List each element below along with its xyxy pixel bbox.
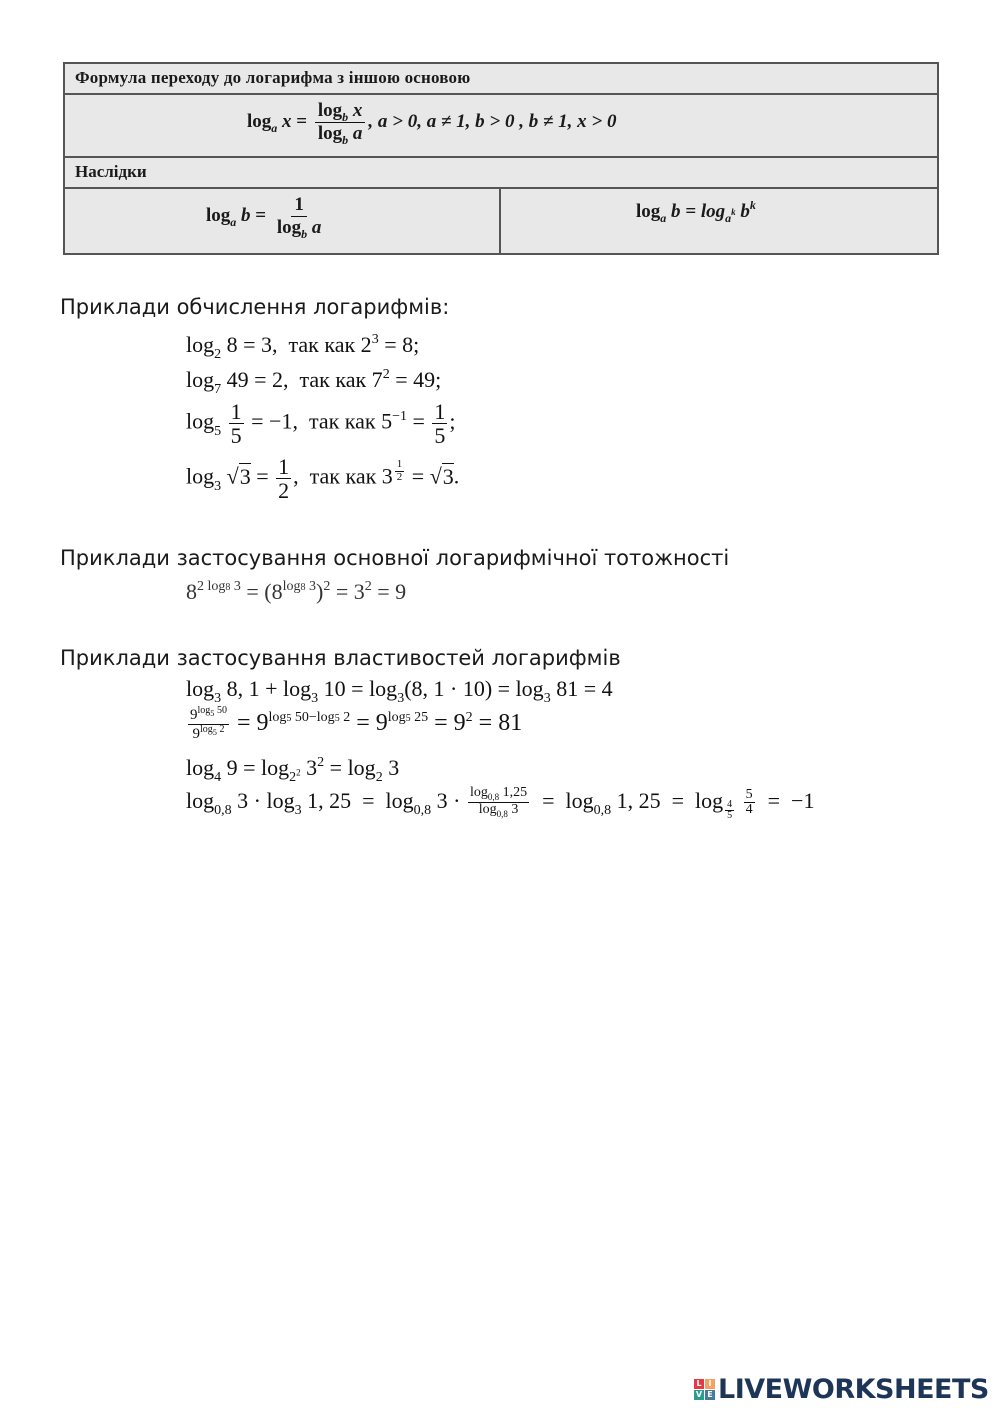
section-heading-identity: Приклади застосування основної логарифмічної тотожності xyxy=(60,546,730,570)
change-of-base-formula: $\log_a x$ = $\frac{\log_b x}{\log_b a}$ , a > 0, a ≠ 1, b > 0 , b ≠ 1, x > 0 xyxy=(247,100,617,147)
math-line: $\frac{9^{log_5 50}}{9^{log_5 2}}$ = $9^{log5 50-log5 2} = 9^{log5 25} = 9^2 = 81$ xyxy=(190,705,523,742)
change-of-base-formula-row xyxy=(65,95,937,158)
math-line: $\log_3 8$, $1 + \log_3 10 = \log_3(8$, $1 \cdot 10) = \log_3 81 = 4$ xyxy=(186,676,613,706)
consequence-left-cell xyxy=(65,189,499,253)
table-header: Формула переходу до логарифма з іншою основою xyxy=(75,68,471,87)
consequences-row xyxy=(65,189,937,253)
consequence-left-formula: $\log_a b$ = $\frac{1}{\log_b a}$ xyxy=(206,194,322,241)
liveworksheets-logo-text: LIVEWORKSHEETS xyxy=(718,1374,989,1405)
table-header-row xyxy=(65,64,937,95)
math-line: $8^{2 log8 3} = (8^{log8 3})^2 = 3^2 = 9$ xyxy=(186,579,407,604)
math-line: $\log_7 49 = 2$, так как $7^2 = 49$; xyxy=(186,367,442,397)
consequence-right-cell xyxy=(499,189,937,253)
section-heading-calculation: Приклади обчислення логарифмів: xyxy=(60,295,450,319)
math-line: $\log_5$ $\frac{1}{5}$ = −1, так как $5^{-1}$ = $\frac{1}{5}$ ; xyxy=(186,399,456,449)
consequence-right-formula: $\log_a b = \log_ak$ $b^k$ xyxy=(636,198,756,225)
math-line: $\log_{0,8} 3 \cdot \log_3 1$, $25 = \log_{0,8} 3$ · $\frac{\log_{0,8} 1,25}{\log_{0,8} 3}$ = $\log_{0,8} 1$, 25 = log $_{\frac{4}{5}}$ $\frac{5}{4}$ = −1 xyxy=(186,785,815,822)
math-line: $\log_4 9 = \log_{2^2} 3^2 = \log_2 3$ xyxy=(186,755,400,785)
liveworksheets-logo-icon: L I V E xyxy=(694,1379,715,1400)
math-line: $\log_2 8 = 3$, так как $2^3 = 8$; xyxy=(186,332,420,362)
consequences-header-row xyxy=(65,158,937,189)
consequences-header: Наслідки xyxy=(75,162,147,181)
section-heading-properties: Приклади застосування властивостей логарифмів xyxy=(60,646,621,670)
formula-table xyxy=(63,62,939,255)
liveworksheets-logo xyxy=(694,1374,989,1405)
math-line: $\log_3 √3$ = $\frac{1}{2}$ , так как 3 $^{\frac{1}{2}}$ = √3. xyxy=(186,454,460,504)
